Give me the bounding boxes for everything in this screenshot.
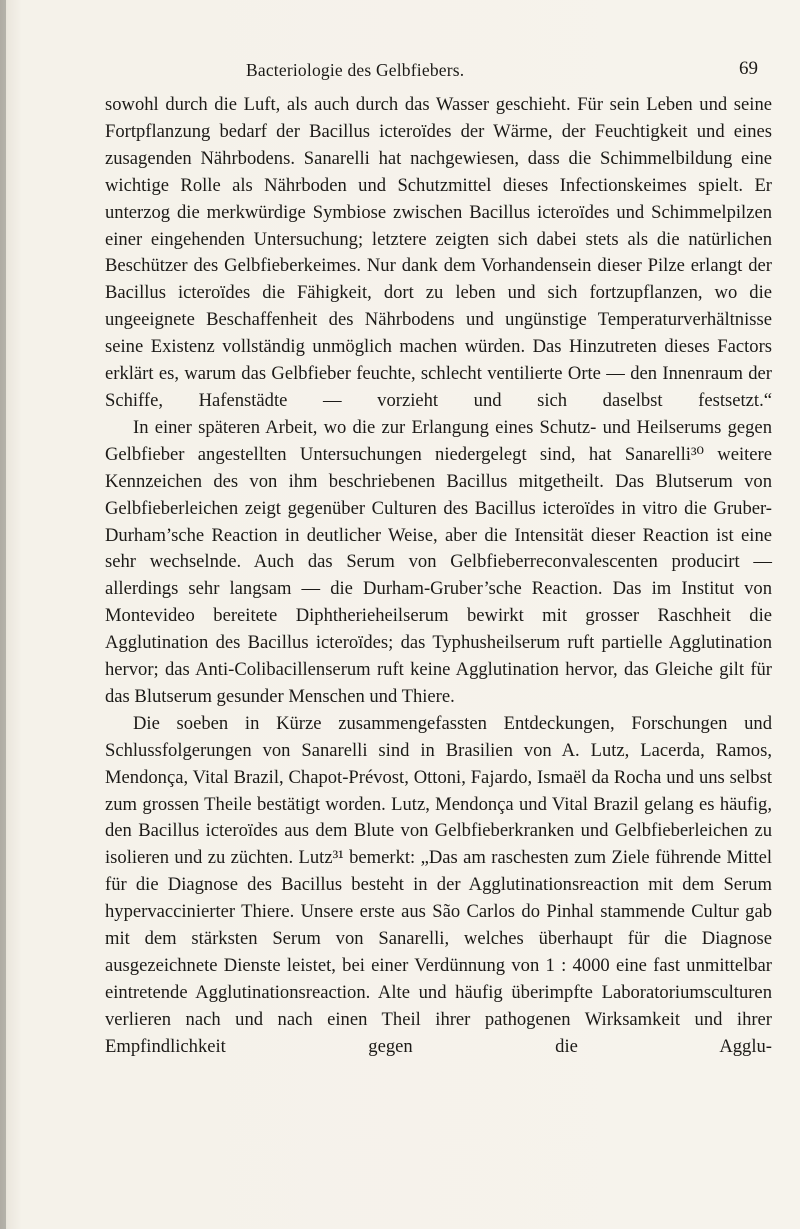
paragraph-serum-research: In einer späteren Arbeit, wo die zur Erlangung eines Schutz- und Heilserums gegen Gelbfieber angestellten Untersuchungen niedergelegt sind, hat Sanarelli³⁰ weitere Kennzeichen des von ihm beschriebenen Bacillus mitgetheilt. Das Blutserum von Gelbfieberleichen zeigt gegenüber Culturen des Bacillus icteroïdes in vitro die Gruber-Durham’sche Reaction in deutlicher Weise, aber die Intensität dieser Reaction ist eine sehr wechselnde. Auch das Serum von Gelbfieberreconvalescenten producirt — allerdings sehr langsam — die Durham-Gruber’sche Reaction. Das im Institut von Montevideo bereitete Diphtherieheilserum bewirkt mit grosser Raschheit die Agglutination des Bacillus icteroïdes; das Typhusheilserum ruft partielle Agglutination hervor; das Anti-Colibacillenserum ruft keine Agglutination hervor, das Gleiche gilt für das Blutserum gesunder Menschen und Thiere. <box>105 416 772 707</box>
paragraph-brazil-confirmation: Die soeben in Kürze zusammengefassten Entdeckungen, Forschungen und Schlussfolgerungen von Sanarelli sind in Brasilien von A. Lutz, Lacerda, Ramos, Mendonça, Vital Brazil, Chapot-Prévost, Ottoni, Fajardo, Ismaël da Rocha und uns selbst zum grossen Theile bestätigt worden. Lutz, Mendonça und Vital Brazil gelang es häufig, den Bacillus icteroïdes aus dem Blute von Gelbfieberkranken und Gelbfieberleichen zu isolieren und zu züchten. Lutz³¹ bemerkt: „Das am raschesten zum Ziele führende Mittel für die Diagnose des Bacillus besteht in der Agglutinationsreaction mit dem Serum hypervaccinierter Thiere. Unsere erste aus São Carlos do Pinhal stammende Cultur gab mit dem stärksten Serum von Sanarelli, welches überhaupt für die Diagnose ausgezeichnete Dienste leistet, bei einer Verdünnung von 1 : 4000 eine fast unmittelbar eintretende Agglutinationsreaction. Alte und häufig überimpfte Laboratoriumsculturen verlieren nach und nach einen Theil ihrer pathogenen Wirksamkeit und ihrer Empfindlichkeit gegen die Agglu- <box>105 712 772 1057</box>
paragraph-continued: sowohl durch die Luft, als auch durch das Wasser geschieht. Für sein Leben und seine Fortpflanzung bedarf der Bacillus icteroïdes der Wärme, der Feuchtigkeit und eines zusagenden Nährbodens. Sanarelli hat nachgewiesen, dass die Schimmelbildung eine wichtige Rolle als Nährboden und Schutzmittel dieses Infectionskeimes spielt. Er unterzog die merkwürdige Symbiose zwischen Bacillus icteroïdes und Schimmelpilzen einer eingehenden Untersuchung; letztere zeigten sich dabei stets als die natürlichen Beschützer des Gelbfieberkeimes. Nur dank dem Vorhandensein dieser Pilze erlangt der Bacillus icteroïdes die Fähigkeit, dort zu leben und sich fortzupflanzen, wo die ungeeignete Beschaffenheit des Nährbodens und ungünstige Temperaturverhältnisse seine Existenz vollständig unmöglich machen würden. Das Hinzutreten dieses Factors erklärt es, warum das Gelbfieber feuchte, schlecht ventilierte Orte — den Innenraum der Schiffe, Hafenstädte — vorzieht und sich daselbst festsetzt.“ <box>105 94 772 411</box>
running-head-title: Bacteriologie des Gelbfiebers. <box>246 60 465 80</box>
page-gutter-shadow <box>0 0 6 1229</box>
page-number: 69 <box>739 58 758 79</box>
body-text <box>105 92 772 1061</box>
